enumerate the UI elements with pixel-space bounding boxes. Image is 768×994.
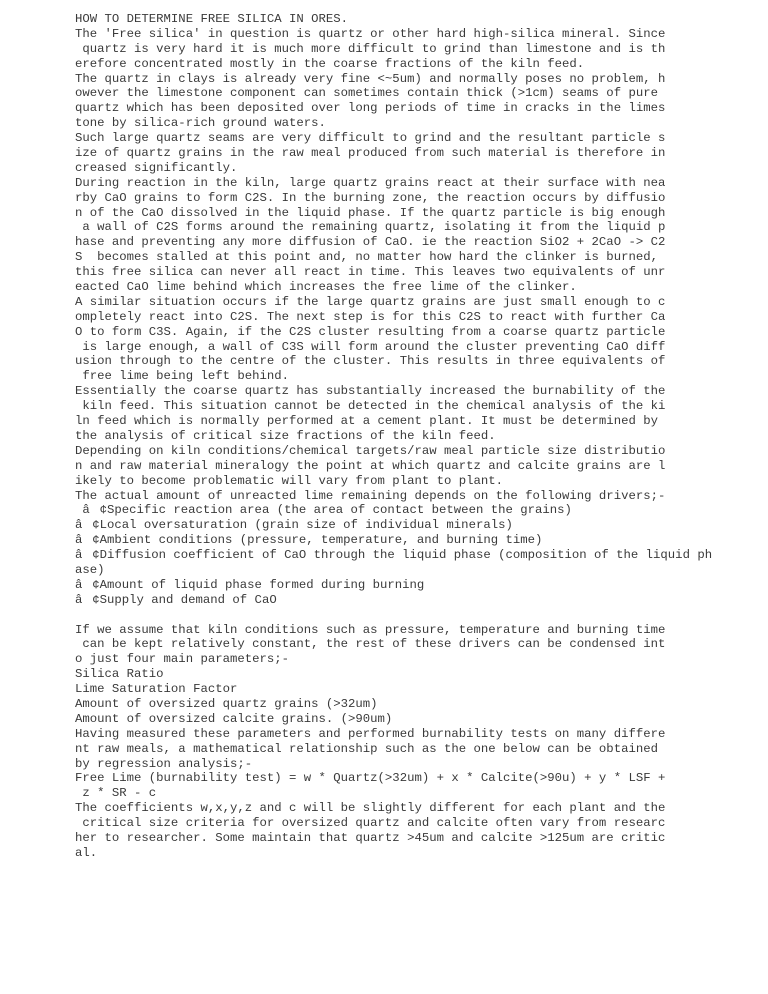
text-line: can be kept relatively constant, the rest of these drivers can be condensed int [75,637,666,652]
text-line: Such large quartz seams are very difficult to grind and the resultant particle s [75,131,666,146]
text-line: O to form C3S. Again, if the C2S cluster resulting from a coarse quartz particle [75,324,666,339]
text-line: ize of quartz grains in the raw meal produced from such material is therefore in [75,146,666,161]
text-line: is large enough, a wall of C3S will form around the cluster preventing CaO diff [75,339,666,354]
text-line: al. [75,845,98,860]
text-line: this free silica can never all react in time. This leaves two equivalents of unr [75,265,666,280]
text-line: nt raw meals, a mathematical relationship such as the one below can be obtained [75,741,658,756]
text-line: kiln feed. This situation cannot be detected in the chemical analysis of the ki [75,399,666,414]
text-line: usion through to the centre of the cluster. This results in three equivalents of [75,354,666,369]
text-line: tone by silica-rich ground waters. [75,116,326,131]
text-line: n and raw material mineralogy the point at which quartz and calcite grains are l [75,458,666,473]
text-line: n of the CaO dissolved in the liquid phase. If the quartz particle is big enough [75,205,666,220]
text-line: her to researcher. Some maintain that quartz >45um and calcite >125um are critic [75,830,666,845]
text-line: â¢Supply and demand of CaO [75,592,277,607]
text-line: z * SR - c [75,786,157,801]
text-line: The actual amount of unreacted lime remaining depends on the following drivers;- [75,488,666,503]
text-line: Amount of oversized quartz grains (>32um) [75,696,378,711]
text-line: Lime Saturation Factor [75,682,238,697]
text-line: Silica Ratio [75,667,164,682]
text-line: quartz is very hard it is much more difficult to grind than limestone and is th [75,41,666,56]
text-line: by regression analysis;- [75,756,253,771]
text-line: â¢Ambient conditions (pressure, temperature, and burning time) [75,533,543,548]
text-line: The quartz in clays is already very fine <~5um) and normally poses no problem, h [75,71,666,86]
text-line [75,608,712,623]
text-line: A similar situation occurs if the large quartz grains are just small enough to c [75,294,666,309]
text-line: If we assume that kiln conditions such as pressure, temperature and burning time [75,622,666,637]
text-line: quartz which has been deposited over long periods of time in cracks in the limes [75,101,666,116]
text-line: â¢Local oversaturation (grain size of individual minerals) [75,518,513,533]
text-line: a wall of C2S forms around the remaining quartz, isolating it from the liquid p [75,220,666,235]
text-line: hase and preventing any more diffusion of CaO. ie the reaction SiO2 + 2CaO -> C2 [75,235,666,250]
text-line: S becomes stalled at this point and, no matter how hard the clinker is burned, [75,250,658,265]
text-line: â¢Specific reaction area (the area of contact between the grains) [75,503,572,518]
text-line: Depending on kiln conditions/chemical targets/raw meal particle size distributio [75,443,666,458]
text-line: rby CaO grains to form C2S. In the burning zone, the reaction occurs by diffusio [75,190,666,205]
text-line: HOW TO DETERMINE FREE SILICA IN ORES. [75,12,349,26]
text-line: The 'Free silica' in question is quartz or other hard high-silica mineral. Since [75,26,666,41]
text-line: â¢Amount of liquid phase formed during burning [75,577,425,592]
text-line: ikely to become problematic will vary from plant to plant. [75,473,504,488]
text-line: Essentially the coarse quartz has substantially increased the burnability of the [75,384,666,399]
text-line: â¢Diffusion coefficient of CaO through the liquid phase (composition of the liquid ph [75,548,713,563]
text-line: o just four main parameters;- [75,652,290,667]
text-line: ompletely react into C2S. The next step is for this C2S to react with further Ca [75,309,666,324]
text-line: critical size criteria for oversized quartz and calcite often vary from researc [75,816,666,831]
document-body [75,12,712,861]
text-line: creased significantly. [75,160,238,175]
text-line: Free Lime (burnability test) = w * Quartz(>32um) + x * Calcite(>90u) + y * LSF + [75,771,666,786]
text-line: The coefficients w,x,y,z and c will be slightly different for each plant and the [75,801,666,816]
text-line: free lime being left behind. [75,369,290,384]
text-line: ln feed which is normally performed at a cement plant. It must be determined by [75,414,658,429]
text-line: eacted CaO lime behind which increases the free lime of the clinker. [75,280,577,295]
text-line: Having measured these parameters and performed burnability tests on many differe [75,726,666,741]
text-line: the analysis of critical size fractions of the kiln feed. [75,428,496,443]
text-line: Amount of oversized calcite grains. (>90um) [75,711,393,726]
text-line: During reaction in the kiln, large quartz grains react at their surface with nea [75,175,666,190]
text-line: owever the limestone component can sometimes contain thick (>1cm) seams of pure [75,86,658,101]
text-line: erefore concentrated mostly in the coarse fractions of the kiln feed. [75,56,585,71]
text-line: ase) [75,562,105,577]
